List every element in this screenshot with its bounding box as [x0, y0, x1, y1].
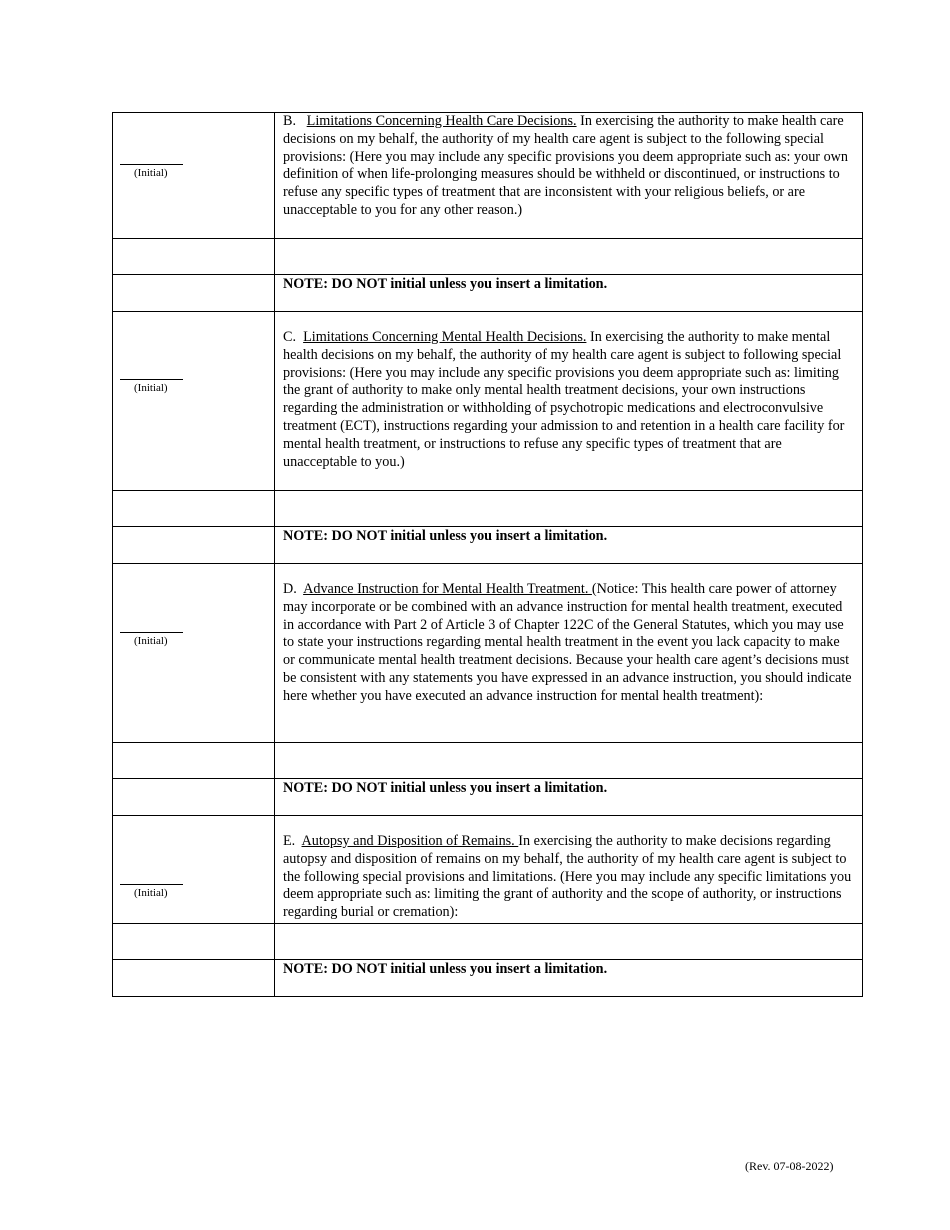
section-b-note-row	[113, 275, 863, 312]
limitation-entry-cell-e[interactable]	[275, 924, 863, 960]
section-c-text	[275, 329, 862, 471]
section-d-blank-row	[113, 743, 863, 779]
section-c-row	[113, 312, 863, 491]
note-cell	[275, 275, 863, 312]
initial-signature-line[interactable]	[120, 164, 183, 165]
section-b-row	[113, 113, 863, 239]
initial-label: (Initial)	[134, 382, 168, 394]
note-text: NOTE: DO NOT initial unless you insert a limitation.	[283, 528, 608, 544]
section-e-row	[113, 816, 863, 924]
blank-initial-cell	[113, 924, 275, 960]
section-d-heading: Advance Instruction for Mental Health Treatment.	[303, 581, 592, 597]
initial-label: (Initial)	[134, 887, 168, 899]
section-e-heading: Autopsy and Disposition of Remains.	[301, 833, 519, 849]
blank-initial-cell	[113, 491, 275, 527]
revision-footer: (Rev. 07-08-2022)	[745, 1159, 834, 1173]
section-b-text	[275, 113, 862, 220]
limitation-entry-cell-b[interactable]	[275, 239, 863, 275]
initial-label: (Initial)	[134, 635, 168, 647]
blank-initial-cell	[113, 743, 275, 779]
section-d-note-row	[113, 779, 863, 816]
note-text: NOTE: DO NOT initial unless you insert a limitation.	[283, 276, 608, 292]
section-d-text	[275, 581, 862, 706]
note-cell	[275, 779, 863, 816]
section-e-blank-row	[113, 924, 863, 960]
section-d-letter: D.	[283, 581, 297, 597]
section-d-body: (Notice: This health care power of attorney may incorporate or be combined with an advance instruction for mental health treatment, executed in accordance with Part 2 of Article 3 of Chapter 122C of the General Statutes, which you may use to state your instructions regarding mental health treatment in the event you lack capacity to make or communicate mental health treatment decisions. Because your health care agent’s decisions must be consistent with any statements you have expressed in an advance instruction, you should indicate here whether you have executed an advance instruction for mental health treatment):	[283, 581, 852, 704]
section-c-text-cell	[275, 312, 863, 491]
initial-signature-line[interactable]	[120, 632, 183, 633]
note-cell	[275, 960, 863, 997]
initial-signature-line[interactable]	[120, 379, 183, 380]
initial-cell-b[interactable]	[113, 113, 275, 239]
section-b-heading: Limitations Concerning Health Care Decisions.	[306, 113, 577, 129]
section-b-blank-row	[113, 239, 863, 275]
note-text: NOTE: DO NOT initial unless you insert a limitation.	[283, 780, 608, 796]
section-c-heading: Limitations Concerning Mental Health Decisions.	[303, 329, 587, 345]
limitations-table	[112, 112, 863, 997]
section-e-body: In exercising the authority to make decisions regarding autopsy and disposition of remains on my behalf, the authority of my health care agent is subject to the following special provisions and limitations. (Here you may include any specific limitations you deem appropriate such as: limiting the grant of authority and the scope of authority, or instructions regarding burial or cremation):	[283, 833, 852, 921]
section-c-note-row	[113, 527, 863, 564]
section-e-text-cell	[275, 816, 863, 924]
limitation-entry-cell-d[interactable]	[275, 743, 863, 779]
initial-signature-line[interactable]	[120, 884, 183, 885]
section-e-text	[275, 833, 862, 922]
blank-initial-cell	[113, 779, 275, 816]
section-b-letter: B.	[283, 113, 297, 129]
section-c-letter: C.	[283, 329, 297, 345]
initial-cell-c[interactable]	[113, 312, 275, 491]
note-cell	[275, 527, 863, 564]
blank-initial-cell	[113, 239, 275, 275]
section-e-letter: E.	[283, 833, 296, 849]
initial-cell-d[interactable]	[113, 564, 275, 743]
section-b-text-cell	[275, 113, 863, 239]
section-e-note-row	[113, 960, 863, 997]
blank-initial-cell	[113, 527, 275, 564]
section-d-row	[113, 564, 863, 743]
initial-cell-e[interactable]	[113, 816, 275, 924]
blank-initial-cell	[113, 275, 275, 312]
limitation-entry-cell-c[interactable]	[275, 491, 863, 527]
initial-label: (Initial)	[134, 167, 168, 179]
blank-initial-cell	[113, 960, 275, 997]
section-d-text-cell	[275, 564, 863, 743]
section-b-body: In exercising the authority to make health care decisions on my behalf, the authority of my health care agent is subject to the following special provisions: (Here you may include any specific provisions you deem appropriate such as: your own definition of when life-prolonging measures should be withheld or discontinued, or instructions to refuse any specific types of treatment that are inconsistent with your religious beliefs, or are unacceptable to you for any other reason.)	[283, 113, 848, 218]
section-c-body: In exercising the authority to make mental health decisions on my behalf, the authority of my health care agent is subject to following special provisions: (Here you may include any specific provisions you deem appropriate such as: limiting the grant of authority to make only mental health treatment decisions, your own instructions regarding the administration or withholding of psychotropic medications and electroconvulsive treatment (ECT), instructions regarding your admission to and retention in a health care facility for mental health treatment, or instructions to refuse any specific types of treatment that are unacceptable to you.)	[283, 329, 845, 470]
section-c-blank-row	[113, 491, 863, 527]
note-text: NOTE: DO NOT initial unless you insert a limitation.	[283, 961, 608, 977]
